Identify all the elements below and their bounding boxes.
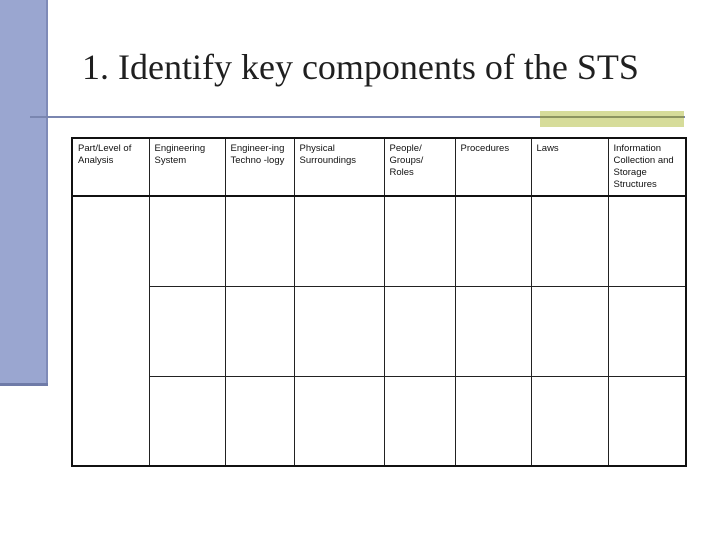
table-cell (608, 376, 686, 466)
header-engineering-system: Engineering System (149, 138, 225, 196)
table-cell (294, 196, 384, 286)
table-cell (384, 286, 455, 376)
slide-title: 1. Identify key components of the STS (82, 47, 639, 87)
header-physical-surroundings: Physical Surroundings (294, 138, 384, 196)
table-cell (294, 286, 384, 376)
table-cell (149, 286, 225, 376)
table-row (72, 286, 686, 376)
table-cell (72, 196, 149, 466)
table-cell (531, 376, 608, 466)
sts-components-table (71, 137, 687, 467)
table-row (72, 196, 686, 286)
sidebar-shadow (0, 383, 48, 386)
decorative-sidebar (0, 0, 46, 383)
sidebar-edge (46, 0, 48, 386)
table-cell (608, 286, 686, 376)
table-cell (294, 376, 384, 466)
table-row (72, 376, 686, 466)
table-cell (384, 196, 455, 286)
header-people-groups-roles: People/ Groups/ Roles (384, 138, 455, 196)
header-procedures: Procedures (455, 138, 531, 196)
table-cell (455, 376, 531, 466)
table-cell (608, 196, 686, 286)
table-cell (455, 286, 531, 376)
table-cell (455, 196, 531, 286)
table-cell (531, 286, 608, 376)
header-engineering-technology: Engineer-ing Techno -logy (225, 138, 294, 196)
table-cell (149, 196, 225, 286)
header-part-level: Part/Level of Analysis (72, 138, 149, 196)
table-cell (225, 376, 294, 466)
title-rule-accent (540, 111, 684, 127)
header-laws: Laws (531, 138, 608, 196)
title-rule-accent-line (540, 116, 684, 118)
table-cell (225, 286, 294, 376)
table-cell (531, 196, 608, 286)
header-information-structures: Information Collection and Storage Structures (608, 138, 686, 196)
table-header-row (72, 138, 686, 196)
table-cell (149, 376, 225, 466)
table-cell (384, 376, 455, 466)
table-cell (225, 196, 294, 286)
